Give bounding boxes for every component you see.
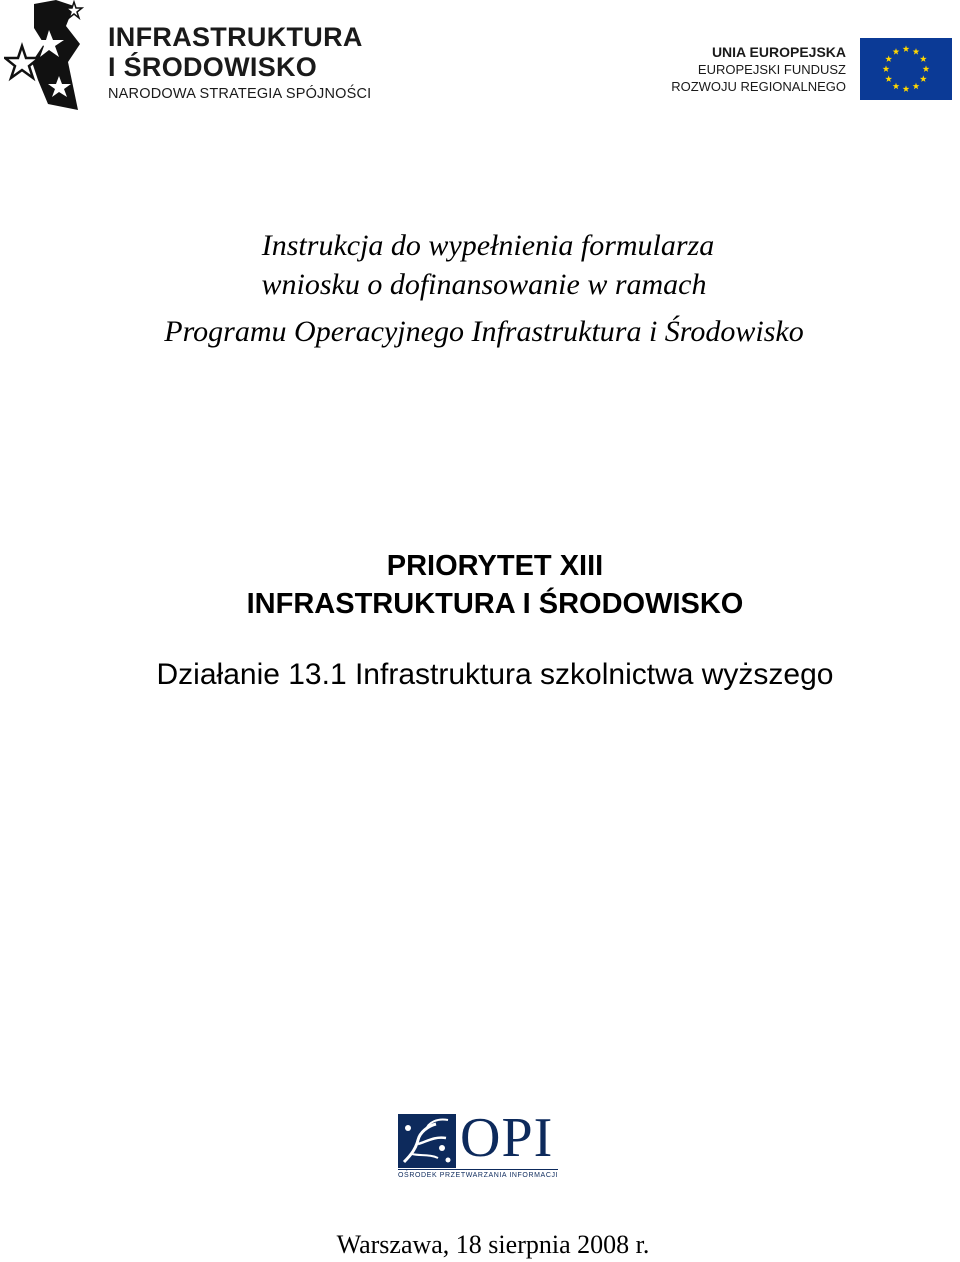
eu-line3: ROZWOJU REGIONALNEGO: [671, 79, 846, 94]
eu-star-icon: [920, 55, 927, 62]
opi-subtitle: OŚRODEK PRZETWARZANIA INFORMACJI: [398, 1172, 559, 1179]
eu-star-icon: [893, 83, 900, 90]
logo-title-line2: I ŚRODOWISKO: [108, 52, 318, 82]
priority-number: PRIORYTET XIII: [386, 550, 604, 582]
title-line1: Instrukcja do wypełnienia formularza: [261, 229, 715, 262]
title-line2: wniosku o dofinansowanie w ramach: [261, 268, 707, 301]
eu-flag-icon: [860, 38, 952, 100]
program-logo: [4, 0, 372, 115]
eu-star-icon: [920, 75, 927, 82]
eu-star-icon: [883, 65, 890, 72]
eu-logo-text: [671, 44, 846, 95]
place-date: Warszawa, 18 sierpnia 2008 r.: [336, 1230, 650, 1259]
eu-line1: UNIA EUROPEJSKA: [711, 44, 846, 60]
action-title: Działanie 13.1 Infrastruktura szkolnictwa wyższego: [156, 658, 834, 691]
logo-subtitle: NARODOWA STRATEGIA SPÓJNOŚCI: [108, 86, 372, 102]
priority-name: INFRASTRUKTURA I ŚRODOWISKO: [246, 588, 744, 620]
eu-star-icon: [893, 48, 900, 55]
opi-emblem-icon: [398, 1114, 456, 1168]
eu-star-icon: [913, 83, 920, 90]
eu-star-icon: [913, 48, 920, 55]
opi-letters: OPI: [460, 1107, 554, 1169]
opi-divider: [398, 1169, 558, 1170]
star-shapes-icon: [4, 0, 104, 115]
eu-star-icon: [885, 55, 892, 62]
title-line3: Programu Operacyjnego Infrastruktura i Środowisko: [164, 315, 804, 348]
eu-star-icon: [903, 45, 910, 52]
logo-title-line1: INFRASTRUKTURA: [108, 22, 363, 52]
eu-line2: EUROPEJSKI FUNDUSZ: [697, 62, 846, 77]
eu-star-icon: [885, 75, 892, 82]
opi-logo: [398, 1107, 564, 1184]
eu-star-icon: [903, 85, 910, 92]
eu-star-icon: [923, 65, 930, 72]
